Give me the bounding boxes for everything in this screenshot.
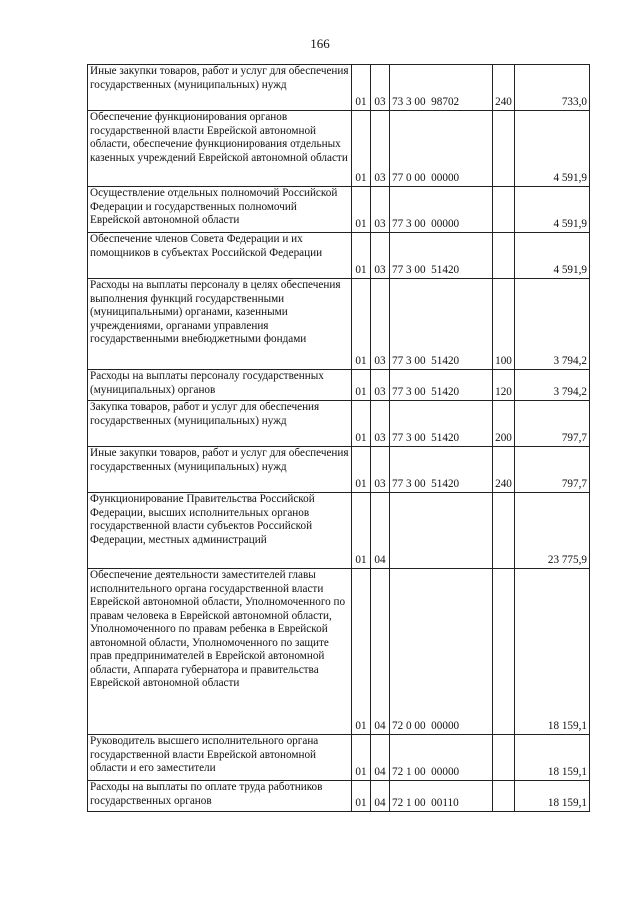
amount-cell: 3 794,2 — [515, 370, 590, 401]
target-article-code-cell: 77 0 00 00000 — [390, 111, 493, 187]
expense-name-cell: Осуществление отдельных полномочий Российской Федерации и государственных полномочий Еврейской автономной области — [88, 187, 352, 233]
expense-type-code-cell — [493, 735, 515, 781]
table-row — [88, 401, 590, 447]
expense-type-code-cell: 240 — [493, 447, 515, 493]
expense-type-code-cell: 100 — [493, 279, 515, 370]
section-code-cell: 01 — [352, 493, 371, 569]
subsection-code-cell: 03 — [371, 279, 390, 370]
table-row — [88, 233, 590, 279]
table-row — [88, 370, 590, 401]
budget-table — [87, 64, 590, 812]
amount-cell: 4 591,9 — [515, 111, 590, 187]
subsection-code-cell: 03 — [371, 65, 390, 111]
amount-cell: 23 775,9 — [515, 493, 590, 569]
table-row — [88, 279, 590, 370]
target-article-code-cell: 72 0 00 00000 — [390, 569, 493, 735]
expense-type-code-cell — [493, 233, 515, 279]
expense-type-code-cell — [493, 493, 515, 569]
table-row — [88, 735, 590, 781]
target-article-code-cell: 73 3 00 98702 — [390, 65, 493, 111]
expense-name-cell: Иные закупки товаров, работ и услуг для обеспечения государственных (муниципальных) нужд — [88, 447, 352, 493]
table-row — [88, 447, 590, 493]
expense-name-cell: Иные закупки товаров, работ и услуг для обеспечения государственных (муниципальных) нужд — [88, 65, 352, 111]
target-article-code-cell — [390, 493, 493, 569]
table-row — [88, 781, 590, 812]
table-row — [88, 111, 590, 187]
expense-type-code-cell — [493, 781, 515, 812]
target-article-code-cell: 72 1 00 00110 — [390, 781, 493, 812]
section-code-cell: 01 — [352, 65, 371, 111]
section-code-cell: 01 — [352, 401, 371, 447]
expense-name-cell: Расходы на выплаты персоналу в целях обеспечения выполнения функций государственными (муниципальными) органами, казенными учреждениями, органами управления государственными внебюджетными фондами — [88, 279, 352, 370]
target-article-code-cell: 77 3 00 51420 — [390, 370, 493, 401]
target-article-code-cell: 77 3 00 51420 — [390, 233, 493, 279]
target-article-code-cell: 77 3 00 51420 — [390, 447, 493, 493]
table-row — [88, 493, 590, 569]
target-article-code-cell: 77 3 00 51420 — [390, 279, 493, 370]
section-code-cell: 01 — [352, 111, 371, 187]
table-row — [88, 569, 590, 735]
table-row — [88, 187, 590, 233]
amount-cell: 4 591,9 — [515, 187, 590, 233]
expense-type-code-cell — [493, 187, 515, 233]
subsection-code-cell: 04 — [371, 735, 390, 781]
amount-cell: 797,7 — [515, 401, 590, 447]
section-code-cell: 01 — [352, 781, 371, 812]
subsection-code-cell: 03 — [371, 447, 390, 493]
section-code-cell: 01 — [352, 447, 371, 493]
table-row — [88, 65, 590, 111]
target-article-code-cell: 77 3 00 00000 — [390, 187, 493, 233]
expense-name-cell: Обеспечение функционирования органов государственной власти Еврейской автономной области, обеспечение функционирования отдельных казенных учреждений Еврейской автономной области — [88, 111, 352, 187]
expense-name-cell: Руководитель высшего исполнительного органа государственной власти Еврейской автономной области и его заместители — [88, 735, 352, 781]
amount-cell: 18 159,1 — [515, 569, 590, 735]
target-article-code-cell: 72 1 00 00000 — [390, 735, 493, 781]
expense-type-code-cell: 120 — [493, 370, 515, 401]
expense-type-code-cell — [493, 569, 515, 735]
section-code-cell: 01 — [352, 279, 371, 370]
amount-cell: 4 591,9 — [515, 233, 590, 279]
page-number: 166 — [310, 36, 330, 51]
amount-cell: 18 159,1 — [515, 781, 590, 812]
amount-cell: 18 159,1 — [515, 735, 590, 781]
subsection-code-cell: 03 — [371, 187, 390, 233]
expense-type-code-cell: 200 — [493, 401, 515, 447]
amount-cell: 3 794,2 — [515, 279, 590, 370]
expense-name-cell: Расходы на выплаты по оплате труда работников государственных органов — [88, 781, 352, 812]
expense-type-code-cell — [493, 111, 515, 187]
expense-name-cell: Обеспечение членов Совета Федерации и их помощников в субъектах Российской Федерации — [88, 233, 352, 279]
subsection-code-cell: 03 — [371, 111, 390, 187]
expense-type-code-cell: 240 — [493, 65, 515, 111]
expense-name-cell: Закупка товаров, работ и услуг для обеспечения государственных (муниципальных) нужд — [88, 401, 352, 447]
expense-name-cell: Функционирование Правительства Российской Федерации, высших исполнительных органов государственной власти субъектов Российской Федерации, местных администраций — [88, 493, 352, 569]
section-code-cell: 01 — [352, 233, 371, 279]
amount-cell: 797,7 — [515, 447, 590, 493]
target-article-code-cell: 77 3 00 51420 — [390, 401, 493, 447]
subsection-code-cell: 03 — [371, 370, 390, 401]
subsection-code-cell: 04 — [371, 569, 390, 735]
section-code-cell: 01 — [352, 187, 371, 233]
expense-name-cell: Расходы на выплаты персоналу государственных (муниципальных) органов — [88, 370, 352, 401]
amount-cell: 733,0 — [515, 65, 590, 111]
subsection-code-cell: 03 — [371, 233, 390, 279]
subsection-code-cell: 03 — [371, 401, 390, 447]
section-code-cell: 01 — [352, 569, 371, 735]
section-code-cell: 01 — [352, 735, 371, 781]
subsection-code-cell: 04 — [371, 493, 390, 569]
subsection-code-cell: 04 — [371, 781, 390, 812]
expense-name-cell: Обеспечение деятельности заместителей главы исполнительного органа государственной власти Еврейской автономной области, Уполномоченного по правам человека в Еврейской автономной области, Уполномоченного по правам ребенка в Еврейской автономной области, Уполномоченного по защите прав предпринимателей в Еврейской автономной области, Аппарата губернатора и правительства Еврейской автономной области — [88, 569, 352, 735]
section-code-cell: 01 — [352, 370, 371, 401]
